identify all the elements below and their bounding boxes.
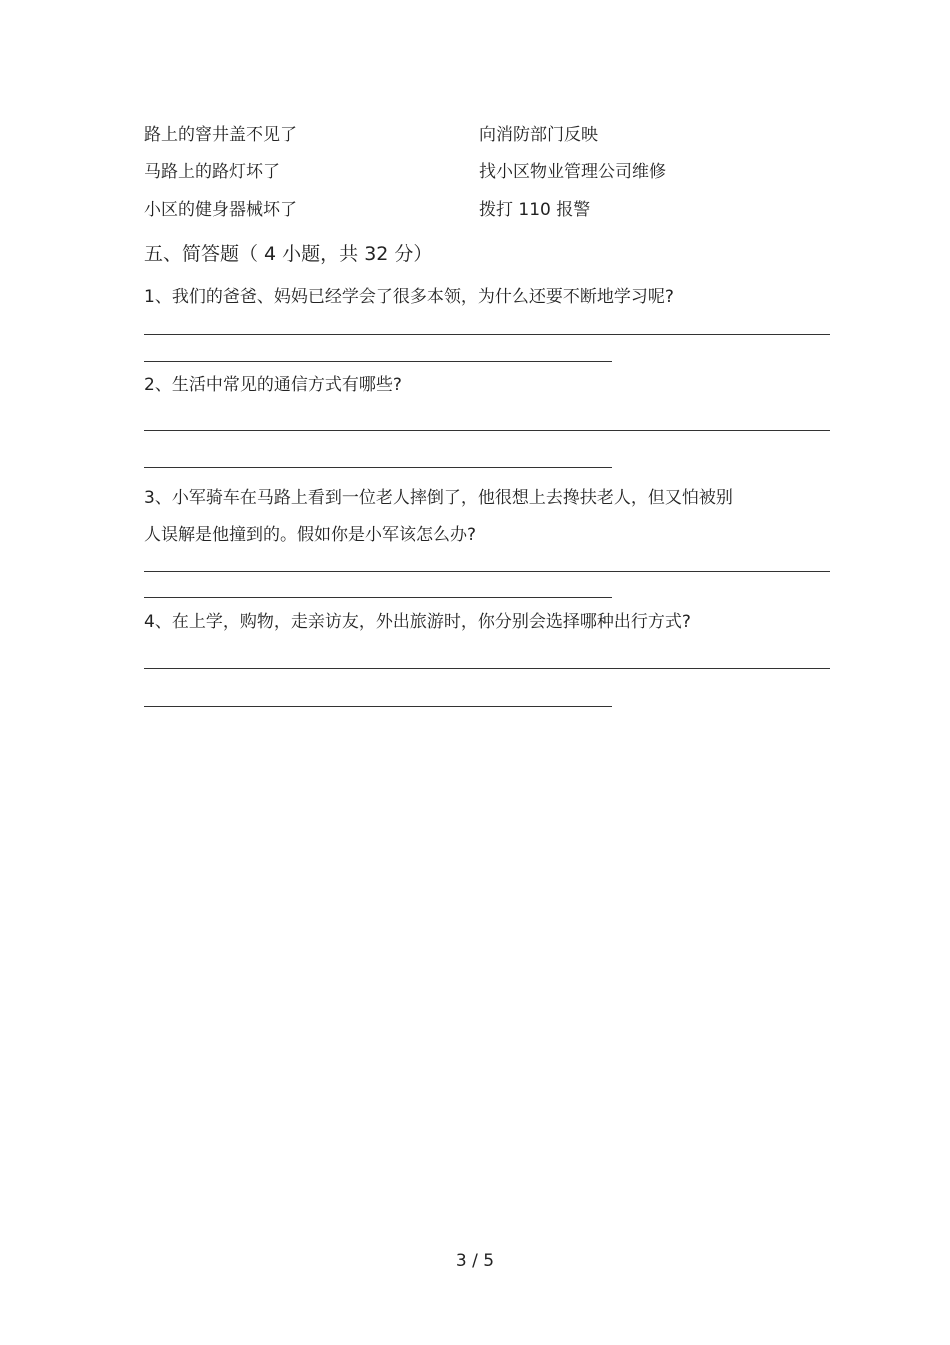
match-left-item-3: 小区的健身器械坏了 [144, 200, 297, 220]
section-heading: 五、简答题（ 4 小题，共 32 分） [144, 243, 433, 265]
answer-line [144, 668, 830, 669]
match-left-item-1: 路上的窨井盖不见了 [144, 125, 297, 145]
answer-line [144, 467, 612, 468]
match-left-item-2: 马路上的路灯坏了 [144, 162, 280, 182]
answer-line [144, 334, 830, 335]
question-3-line-2: 人误解是他撞到的。假如你是小军该怎么办? [144, 525, 477, 545]
answer-line [144, 597, 612, 598]
match-right-item-1: 向消防部门反映 [479, 125, 598, 145]
match-right-item-2: 找小区物业管理公司维修 [479, 162, 666, 182]
answer-line [144, 706, 612, 707]
page-number: 3 / 5 [455, 1251, 495, 1271]
question-1: 1、我们的爸爸、妈妈已经学会了很多本领，为什么还要不断地学习呢? [144, 287, 674, 307]
question-2: 2、生活中常见的通信方式有哪些? [144, 375, 402, 395]
answer-line [144, 571, 830, 572]
answer-line [144, 430, 830, 431]
question-4: 4、在上学，购物，走亲访友，外出旅游时，你分别会选择哪种出行方式? [144, 612, 691, 632]
answer-line [144, 361, 612, 362]
match-right-item-3: 拨打 110 报警 [479, 200, 591, 220]
question-3-line-1: 3、小军骑车在马路上看到一位老人摔倒了，他很想上去搀扶老人，但又怕被别 [144, 488, 733, 508]
